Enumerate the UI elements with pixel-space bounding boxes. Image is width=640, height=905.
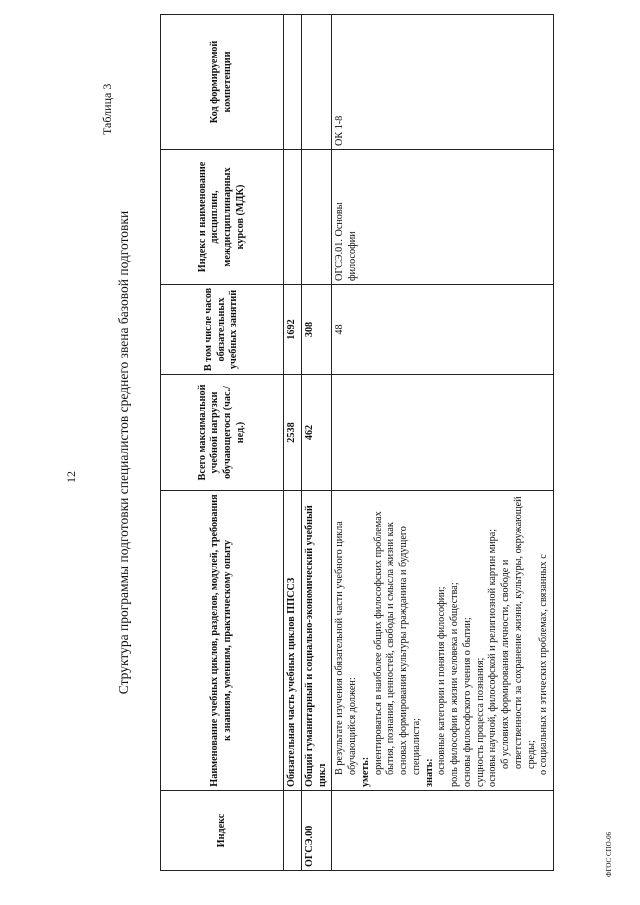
cell-requirements bbox=[332, 491, 554, 791]
cell-mandatory-hours: 1692 bbox=[284, 285, 302, 375]
requirement-line: В результате изучения обязательной части учебного цикла обучающийся должен: bbox=[334, 521, 358, 775]
table-label: Таблица 3 bbox=[100, 83, 114, 135]
header-mandatory-hours: В том числе часов обязательных учебных занятий bbox=[161, 285, 284, 375]
header-discipline: Индекс и наименование дисциплин, междисциплинарных курсов (МДК) bbox=[161, 150, 284, 285]
header-name: Наименование учебных циклов, разделов, модулей, требования к знаниям, умениям, практическому опыту bbox=[161, 491, 284, 791]
cell-index bbox=[332, 791, 554, 871]
cell-competence bbox=[301, 15, 332, 150]
cell-max-load: 2538 bbox=[284, 375, 302, 491]
table-row-discipline bbox=[332, 15, 554, 871]
requirement-heading: уметь: bbox=[359, 756, 371, 787]
cell-mandatory-hours: 48 bbox=[332, 285, 554, 375]
requirement-line: основные категории и понятия философии; bbox=[436, 586, 448, 775]
header-competence: Код формируемой компетенции bbox=[161, 15, 284, 150]
cell-max-load bbox=[332, 375, 554, 491]
table-header-row bbox=[161, 15, 284, 871]
program-structure-table bbox=[160, 14, 554, 871]
cell-name: Обязательная часть учебных циклов ППССЗ bbox=[284, 491, 302, 791]
requirement-line: об условиях формирования личности, свободе и ответственности за сохранение жизни, культуры, окружающей среды; bbox=[500, 496, 537, 769]
document-title: Структура программы подготовки специалистов среднего звена базовой подготовки bbox=[116, 210, 131, 695]
requirement-line: о социальных и этических проблемах, связанных с bbox=[538, 554, 550, 775]
table-row-mandatory bbox=[284, 15, 302, 871]
footer-code: ФГОС СПО-06 bbox=[605, 831, 613, 877]
table-row-cycle bbox=[301, 15, 332, 871]
cell-max-load: 462 bbox=[301, 375, 332, 491]
cell-discipline: ОГСЭ.01. Основы философии bbox=[332, 150, 554, 285]
requirement-line: основы философского учения о бытии; bbox=[461, 617, 473, 787]
requirement-line: ориентироваться в наиболее общих философских проблемах бытия, познания, ценностей, свободы и смысла жизни как основах формирования культуры гражданина и будущего специалиста; bbox=[372, 511, 422, 775]
cell-mandatory-hours: 308 bbox=[301, 285, 332, 375]
header-index: Индекс bbox=[161, 791, 284, 871]
cell-index: ОГСЭ.00 bbox=[301, 791, 332, 871]
page-number: 12 bbox=[64, 471, 78, 483]
cell-name: Общий гуманитарный и социально-экономический учебный цикл bbox=[301, 491, 332, 791]
cell-index bbox=[284, 791, 302, 871]
requirement-heading: знать: bbox=[423, 758, 435, 787]
cell-competence bbox=[284, 15, 302, 150]
requirement-line: сущность процесса познания; bbox=[474, 657, 486, 787]
header-max-load: Всего максимальной учебной нагрузки обучающегося (час./нед.) bbox=[161, 375, 284, 491]
cell-competence: ОК 1-8 bbox=[332, 15, 554, 150]
cell-discipline bbox=[284, 150, 302, 285]
cell-discipline bbox=[301, 150, 332, 285]
requirement-line: основы научной, философской и религиозной картин мира; bbox=[487, 528, 499, 787]
requirement-line: роль философии в жизни человека и общества; bbox=[449, 582, 460, 787]
